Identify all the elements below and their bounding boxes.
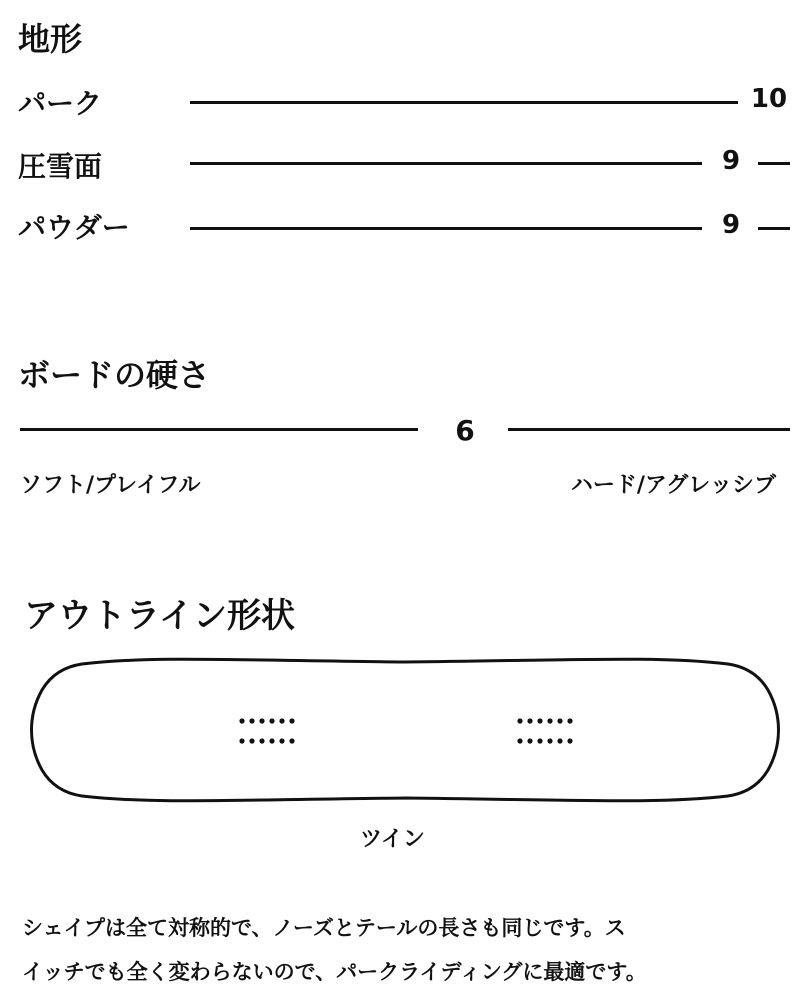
shape-title: アウトライン形状 — [24, 596, 295, 636]
terrain-park-label: パーク — [18, 87, 103, 120]
insert-hole — [279, 738, 284, 743]
terrain-powder-remainder — [758, 227, 790, 230]
terrain-groomed-remainder — [758, 162, 790, 165]
flex-bar-left — [20, 428, 418, 431]
twin-board-outline — [20, 650, 790, 810]
insert-hole — [557, 738, 562, 743]
board-outline-shape — [32, 659, 779, 801]
insert-hole — [567, 738, 572, 743]
description-line-2: イッチでも全く変わらないので、パークライディングに最適です。 — [22, 960, 647, 984]
insert-hole — [249, 738, 254, 743]
insert-hole — [259, 718, 264, 723]
insert-hole — [239, 738, 244, 743]
flex-value: 6 — [455, 414, 475, 447]
terrain-powder-bar — [190, 227, 702, 230]
shape-caption: ツイン — [360, 827, 425, 852]
insert-hole — [557, 718, 562, 723]
insert-hole — [537, 718, 542, 723]
terrain-park-value: 10 — [750, 84, 788, 114]
terrain-title: 地形 — [18, 20, 83, 58]
insert-hole — [269, 718, 274, 723]
insert-hole — [517, 738, 522, 743]
terrain-powder-value: 9 — [721, 210, 741, 240]
flex-title: ボードの硬さ — [18, 356, 211, 394]
insert-hole — [259, 738, 264, 743]
flex-bar-right — [508, 428, 790, 431]
description-line-1: シェイプは全て対称的で、ノーズとテールの長さも同じです。ス — [22, 916, 626, 940]
insert-hole — [527, 718, 532, 723]
terrain-groomed-value: 9 — [721, 146, 741, 176]
terrain-groomed-bar — [190, 162, 702, 165]
insert-hole — [289, 718, 294, 723]
flex-hard-label: ハード/アグレッシブ — [570, 473, 776, 498]
terrain-park-bar — [190, 101, 738, 104]
insert-hole — [567, 718, 572, 723]
insert-hole — [279, 718, 284, 723]
insert-hole — [249, 718, 254, 723]
terrain-powder-label: パウダー — [18, 211, 130, 244]
insert-hole — [527, 738, 532, 743]
insert-hole — [269, 738, 274, 743]
insert-hole — [547, 718, 552, 723]
insert-hole — [537, 738, 542, 743]
terrain-groomed-label: 圧雪面 — [18, 150, 103, 183]
flex-soft-label: ソフト/プレイフル — [20, 473, 201, 498]
insert-hole — [289, 738, 294, 743]
insert-hole — [547, 738, 552, 743]
insert-hole — [239, 718, 244, 723]
insert-hole — [517, 718, 522, 723]
